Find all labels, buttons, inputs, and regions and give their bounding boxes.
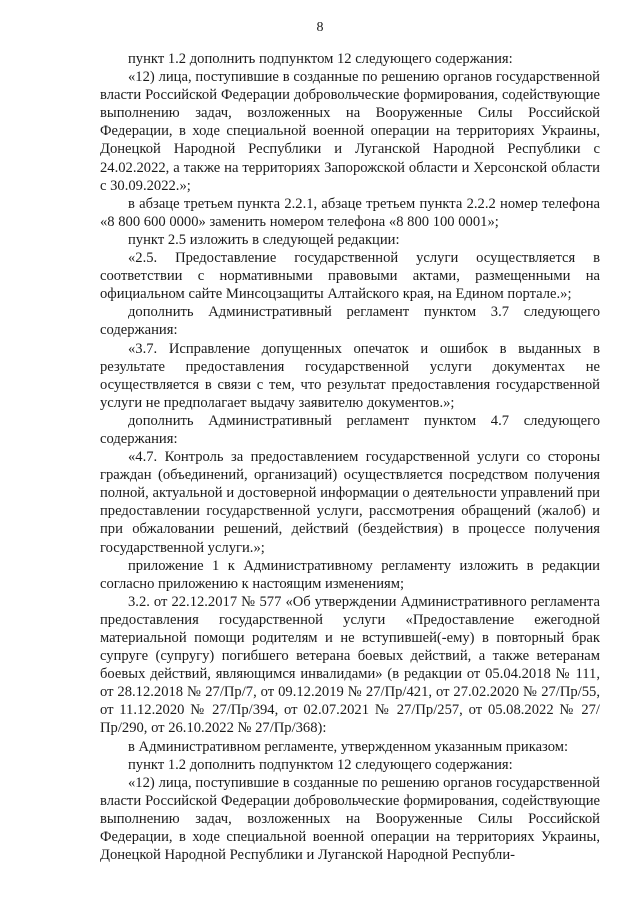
paragraph: пункт 1.2 дополнить подпунктом 12 следующего содержания: [128,51,513,67]
paragraph: «2.5. Предоставление государственной услуги осуществляется в соответствии с нормативными правовыми актами, размещенными на официальном сайте Минсоцзащиты Алтайского края, на Едином портале.»; [100,250,600,303]
paragraph: дополнить Административный регламент пунктом 4.7 следующего содержания: [100,412,600,447]
paragraph: в Административном регламенте, утвержденном указанным приказом: [128,738,569,755]
page-number: 8 [316,20,324,35]
paragraph: дополнить Административный регламент пунктом 3.7 следующего содержания: [100,304,600,339]
paragraph: приложение 1 к Административному регламенту изложить в редакции согласно приложению к настоящим изменениям; [100,557,600,592]
paragraph: «4.7. Контроль за предоставлением государственной услуги со стороны граждан (объединений, организаций) осуществляется посредством получения полной, актуальной и достоверной информации о деятельности управлений при предоставлении государственной услуги, рассмотрения обращений (жалоб) и при обжаловании решений, действий (бездействия) в процессе получения государственной услуги.»; [100,449,600,556]
paragraph: «12) лица, поступившие в созданные по решению органов государственной власти Российской Федерации добровольческие формирования, содействующие выполнению задач, возложенных на Вооруженные Силы Российской Федерации, в ходе специальной военной операции на территориях Украины, Донецкой Народной Республики и Луганской Народной Республи- [100,774,600,864]
paragraph: «12) лица, поступившие в созданные по решению органов государственной власти Российской Федерации добровольческие формирования, содействующие выполнению задач, возложенных на Вооруженные Силы Российской Федерации, в ходе специальной военной операции на территориях Украины, Донецкой Народной Республики и Луганской Народной Республики с 24.02.2022, а также на территориях Запорожской области и Херсонской области с 30.09.2022.»; [100,69,600,194]
paragraph: пункт 1.2 дополнить подпунктом 12 следующего содержания: [128,756,513,773]
paragraph: 3.2. от 22.12.2017 № 577 «Об утверждении Административного регламента предоставления государственной услуги «Предоставление ежегодной материальной помощи родителям и не вступившей(-ему) в повторный брак супруге (супругу) погибшего ветерана боевых действий, а также ветеранам боевых действий, являющимся инвалидами» (в редакции от 05.04.2018 № 111, от 28.12.2018 № 27/Пр/7, от 09.12.2019 № 27/Пр/421, от 27.02.2020 № 27/Пр/55, от 11.12.2020 № 27/Пр/394, от 02.07.2021 № 27/Пр/257, от 05.08.2022 № 27/Пр/290, от 26.10.2022 № 27/Пр/368): [100,593,600,737]
document-body [100,50,600,864]
paragraph: пункт 2.5 изложить в следующей редакции: [128,231,400,248]
paragraph: в абзаце третьем пункта 2.2.1, абзаце третьем пункта 2.2.2 номер телефона «8 800 600 0000» заменить номером телефона «8 800 100 0001»; [100,195,600,230]
paragraph: «3.7. Исправление допущенных опечаток и ошибок в выданных в результате предоставления государственной услуги документах не осуществляется в связи с тем, что результат предоставления государственной услуги не предполагает выдачу заявителю документов.»; [100,340,600,411]
